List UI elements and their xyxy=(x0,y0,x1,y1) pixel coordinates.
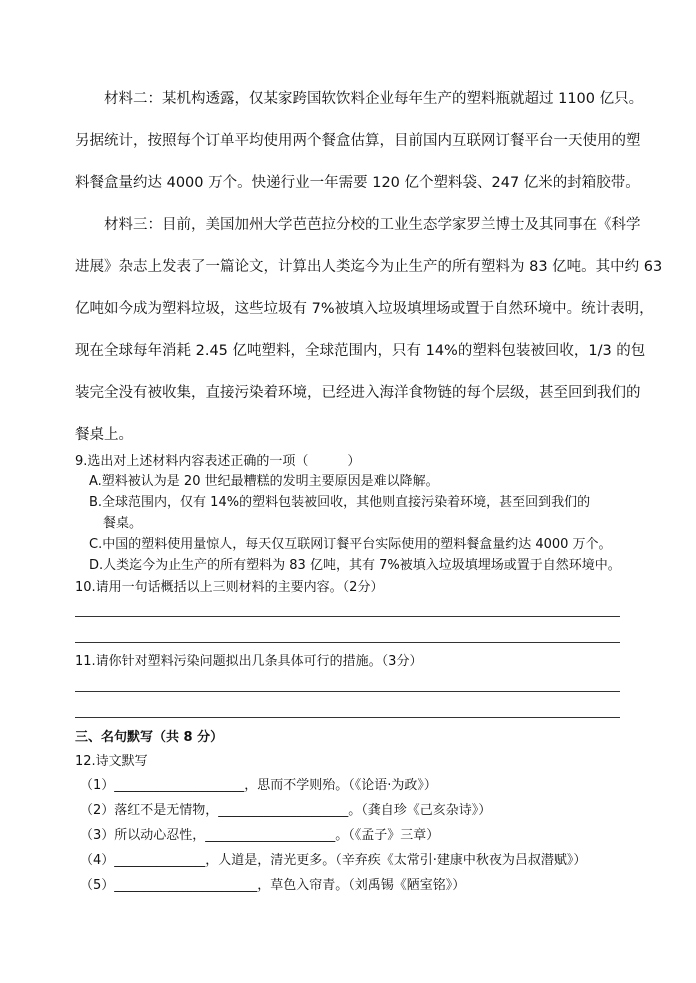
text-line: 料餐盒量约达 4000 万个。快递行业一年需要 120 亿个塑料袋、247 亿米的封箱胶带。 xyxy=(75,175,640,191)
question-9-stem: 9.选出对上述材料内容表述正确的一项（ ） xyxy=(75,454,361,469)
answer-line[interactable] xyxy=(75,691,620,692)
text-line: 进展》杂志上发表了一篇论文，计算出人类迄今为止生产的所有塑料为 83 亿吨。其中约 63 xyxy=(75,259,663,275)
text-line: 餐桌上。 xyxy=(75,427,133,443)
option-b-continued: 餐桌。 xyxy=(103,516,143,531)
section-three-title: 三、名句默写（共 8 分） xyxy=(75,730,224,745)
recitation-item-4: （4）______________，人道是，清光更多。（辛弃疾《太常引·建康中秋夜为吕叔潜赋》） xyxy=(80,853,587,868)
recitation-item-2: （2）落红不是无情物，____________________。（龚自珍《己亥杂诗》） xyxy=(80,803,492,818)
text-line: 亿吨如今成为塑料垃圾，这些垃圾有 7%被填入垃圾填埋场或置于自然环境中。统计表明， xyxy=(75,301,654,317)
recitation-item-5: （5）______________________，草色入帘青。（刘禹锡《陋室铭》） xyxy=(80,878,466,893)
text-line: 装完全没有被收集，直接污染着环境，已经进入海洋食物链的每个层级，甚至回到我们的 xyxy=(75,385,641,401)
answer-line[interactable] xyxy=(75,717,620,718)
option-b: B.全球范围内，仅有 14%的塑料包装被回收，其他则直接污染着环境，甚至回到我们的 xyxy=(89,495,591,510)
material-three-paragraph xyxy=(75,204,663,456)
text-line: 材料二：某机构透露，仅某家跨国软饮料企业每年生产的塑料瓶就超过 1100 亿只。 xyxy=(104,91,644,107)
text-line: 材料三：目前，美国加州大学芭芭拉分校的工业生态学家罗兰博士及其同事在《科学 xyxy=(104,217,641,233)
option-a: A.塑料被认为是 20 世纪最糟糕的发明主要原因是难以降解。 xyxy=(89,474,439,489)
question-10-stem: 10.请用一句话概括以上三则材料的主要内容。（2分） xyxy=(75,580,384,595)
text-line: 另据统计，按照每个订单平均使用两个餐盒估算，目前国内互联网订餐平台一天使用的塑 xyxy=(75,133,641,149)
recitation-item-3: （3）所以动心忍性，____________________。（《孟子》三章） xyxy=(80,828,440,843)
recitation-item-1: （1）____________________，思而不学则殆。（《论语·为政》） xyxy=(80,778,437,793)
option-c: C.中国的塑料使用量惊人，每天仅互联网订餐平台实际使用的塑料餐盒量约达 4000 万个。 xyxy=(89,537,612,552)
question-12-stem: 12.诗文默写 xyxy=(75,754,148,769)
answer-line[interactable] xyxy=(75,642,620,643)
answer-line[interactable] xyxy=(75,616,620,617)
text-line: 现在全球每年消耗 2.45 亿吨塑料，全球范围内，只有 14%的塑料包装被回收，1/3 的包 xyxy=(75,343,646,359)
material-two-paragraph xyxy=(75,78,644,204)
question-11-stem: 11.请你针对塑料污染问题拟出几条具体可行的措施。（3分） xyxy=(75,654,423,669)
option-d: D.人类迄今为止生产的所有塑料为 83 亿吨，其有 7%被填入垃圾填埋场或置于自然环境中。 xyxy=(89,558,621,573)
